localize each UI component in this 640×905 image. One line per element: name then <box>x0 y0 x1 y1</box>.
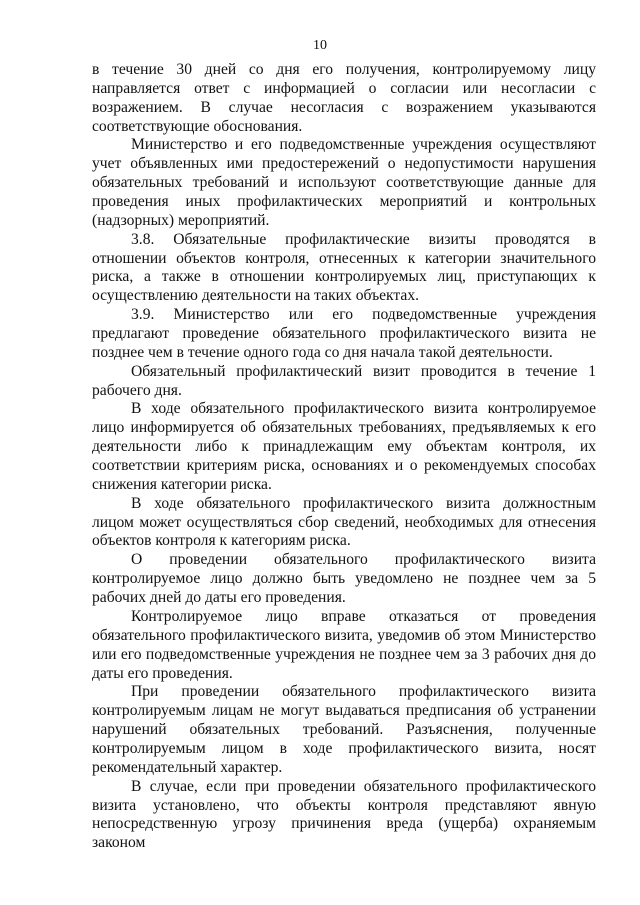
paragraph: Министерство и его подведомственные учреждения осуществляют учет объявленных ими предостережений о недопустимости нарушения обязательных требований и используют соответствующие данные для проведения иных профилактических мероприятий и контрольных (надзорных) мероприятий. <box>92 136 596 229</box>
paragraph: О проведении обязательного профилактического визита контролируемое лицо должно быть уведомлено не позднее чем за 5 рабочих дней до даты его проведения. <box>92 551 596 607</box>
paragraph-continues-next-page: В случае, если при проведении обязательного профилактического визита установлено, что объекты контроля представляют явную непосредственную угрозу причинения вреда (ущерба) охраняемым законом <box>92 777 596 852</box>
paragraph-3-8: 3.8. Обязательные профилактические визиты проводятся в отношении объектов контроля, отнесенных к категории значительного риска, а также в отношении контролируемых лиц, приступающих к осуществлению деятельности на таких объектах. <box>92 230 596 305</box>
paragraph: Обязательный профилактический визит проводится в течение 1 рабочего дня. <box>92 362 596 399</box>
paragraph-3-9: 3.9. Министерство или его подведомственные учреждения предлагают проведение обязательного профилактического визита не позднее чем в течение одного года со дня начала такой деятельности. <box>92 306 596 361</box>
body-text <box>92 61 596 853</box>
paragraph: В ходе обязательного профилактического визита контролируемое лицо информируется об обязательных требованиях, предъявляемых к его деятельности либо к принадлежащим ему объектам контроля, их соответствии критериям риска, основаниях и о рекомендуемых способах снижения категории риска. <box>92 400 596 493</box>
paragraph: В ходе обязательного профилактического визита должностным лицом может осуществляться сбор сведений, необходимых для отнесения объектов контроля к категориям риска. <box>92 494 596 550</box>
paragraph-continuation: в течение 30 дней со дня его получения, контролируемому лицу направляется ответ с информацией о согласии или несогласии с возражением. В случае несогласия с возражением указываются соответствующие обоснования. <box>92 61 596 135</box>
paragraph: Контролируемое лицо вправе отказаться от проведения обязательного профилактического визита, уведомив об этом Министерство или его подведомственные учреждения не позднее чем за 3 рабочих дня до даты его проведения. <box>92 607 596 682</box>
page-number: 10 <box>313 38 327 53</box>
paragraph: При проведении обязательного профилактического визита контролируемым лицам не могут выдаваться предписания об устранении нарушений обязательных требований. Разъяснения, полученные контролируемым лицом в ходе профилактического визита, носят рекомендательный характер. <box>92 683 596 776</box>
